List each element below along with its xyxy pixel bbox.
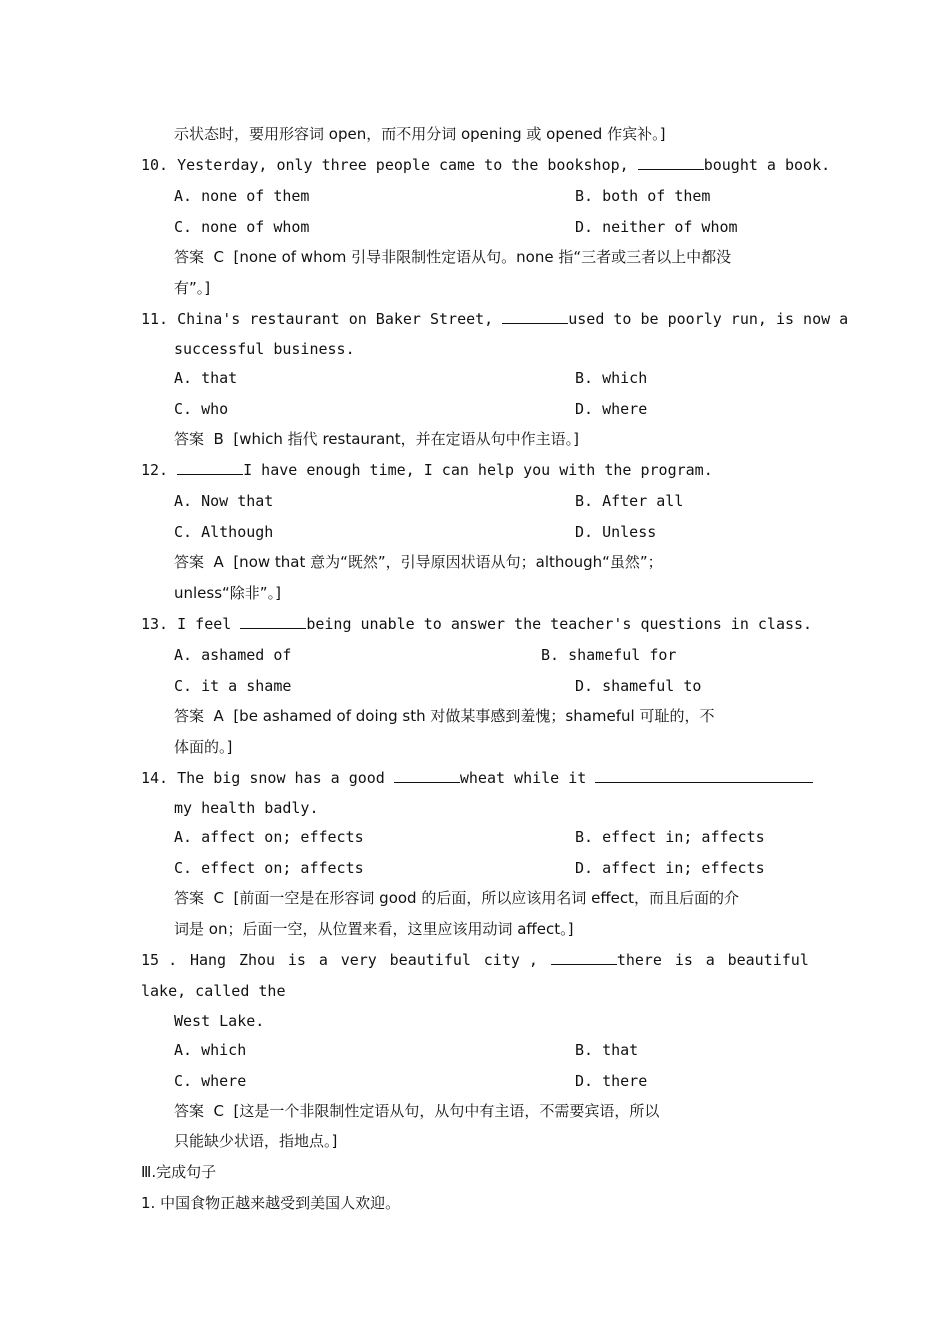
question-13 [141, 614, 812, 634]
question-12 [141, 460, 713, 480]
q15-answer-line-2: 只能缺少状语，指地点。] [174, 1132, 338, 1150]
q11-answer-line-1: 答案 B [which 指代 restaurant，并在定语从句中作主语。] [174, 430, 580, 448]
q11-option-d: D. where [575, 400, 648, 418]
q14-option-d: D. affect in; effects [575, 859, 765, 877]
q14-answer-line-2: 词是 on；后面一空，从位置来看，这里应该用动词 affect。] [174, 920, 574, 938]
q12-option-b: B. After all [575, 492, 684, 510]
q11-option-c: C. who [174, 400, 229, 418]
q12-option-d: D. Unless [575, 523, 657, 541]
section-heading: Ⅲ.完成句子 [141, 1163, 217, 1181]
q10-stem-b: bought a book. [703, 156, 831, 174]
q13-option-a: A. ashamed of [174, 646, 292, 664]
q11-option-b: B. which [575, 369, 648, 387]
q12-option-c: C. Although [174, 523, 274, 541]
q14-blank-1 [394, 768, 460, 783]
q10-option-c: C. none of whom [174, 218, 310, 236]
question-11 [141, 309, 848, 329]
q15-word: beautiful [389, 951, 471, 969]
q15-option-d: D. there [575, 1072, 648, 1090]
section-item-1: 1. 中国食物正越来越受到美国人欢迎。 [141, 1194, 401, 1212]
q13-answer-line-1: 答案 A [be ashamed of doing sth 对做某事感到羞愧；shameful 可耻的，不 [174, 707, 715, 725]
q11-stem-a: 11. China's restaurant on Baker Street, [141, 310, 503, 328]
q14-stem-b: wheat while it [459, 769, 596, 787]
question-10 [141, 155, 830, 175]
q15-stem-b: lake, called the [141, 982, 286, 1000]
q15-blank-word [551, 950, 662, 970]
q15-word: 15 . [141, 951, 178, 969]
q15-word: Hang [189, 951, 227, 969]
q14-option-b: B. effect in; affects [575, 828, 765, 846]
q10-option-d: D. neither of whom [575, 218, 738, 236]
q13-option-b: B. shameful for [541, 646, 677, 664]
q13-answer-line-2: 体面的。] [174, 738, 233, 756]
q14-option-a: A. affect on; effects [174, 828, 364, 846]
q11-stem-c: successful business. [174, 340, 355, 358]
question-15 [141, 950, 809, 970]
question-14 [141, 768, 813, 788]
q11-stem-b: used to be poorly run, is now a [568, 310, 849, 328]
q14-option-c: C. effect on; affects [174, 859, 364, 877]
q15-word: a [318, 951, 328, 969]
q15-word: is [674, 951, 693, 969]
q10-answer-line-2: 有”。] [174, 279, 211, 297]
q12-stem-b: I have enough time, I can help you with the program. [243, 461, 713, 479]
q12-number: 12. [141, 461, 169, 479]
q15-word: very [340, 951, 377, 969]
q10-option-a: A. none of them [174, 187, 310, 205]
q15-stem-c: West Lake. [174, 1012, 265, 1030]
q15-word: beautiful [727, 951, 809, 969]
q15-option-c: C. where [174, 1072, 247, 1090]
q11-blank [502, 309, 568, 324]
q12-answer-line-1: 答案 A [now that 意为“既然”，引导原因状语从句；although“虽然”； [174, 553, 663, 571]
q10-blank [638, 155, 704, 170]
q10-option-b: B. both of them [575, 187, 711, 205]
q15-word: is [287, 951, 306, 969]
q13-stem-b: being unable to answer the teacher's questions in class. [306, 615, 813, 633]
q10-stem-a: 10. Yesterday, only three people came to the bookshop, [141, 156, 638, 174]
q13-option-c: C. it a shame [174, 677, 292, 695]
q12-answer-line-2: unless“除非”。] [174, 584, 281, 602]
q15-word: Zhou [238, 951, 276, 969]
q13-stem-a: 13. I feel [141, 615, 241, 633]
q15-option-b: B. that [575, 1041, 639, 1059]
top-note: 示状态时，要用形容词 open，而不用分词 opening 或 opened 作宾补。] [174, 125, 666, 143]
q12-option-a: A. Now that [174, 492, 274, 510]
q15-answer-line-1: 答案 C [这是一个非限制性定语从句，从句中有主语，不需要宾语，所以 [174, 1102, 660, 1120]
q15-blank [551, 950, 617, 965]
q10-answer-line-1: 答案 C [none of whom 引导非限制性定语从句。none 指“三者或三者以上中都没 [174, 248, 732, 266]
q14-answer-line-1: 答案 C [前面一空是在形容词 good 的后面，所以应该用名词 effect，而且后面的介 [174, 889, 740, 907]
q14-stem-c: my health badly. [174, 799, 319, 817]
q15-word: a [705, 951, 715, 969]
q15-word: city , [483, 951, 538, 969]
q11-option-a: A. that [174, 369, 238, 387]
q15-option-a: A. which [174, 1041, 247, 1059]
q13-blank [240, 614, 306, 629]
q12-blank [177, 460, 243, 475]
q13-option-d: D. shameful to [575, 677, 702, 695]
q15-word-there: there [616, 951, 662, 969]
q14-blank-2 [595, 768, 813, 783]
q14-stem-a: 14. The big snow has a good [141, 769, 394, 787]
